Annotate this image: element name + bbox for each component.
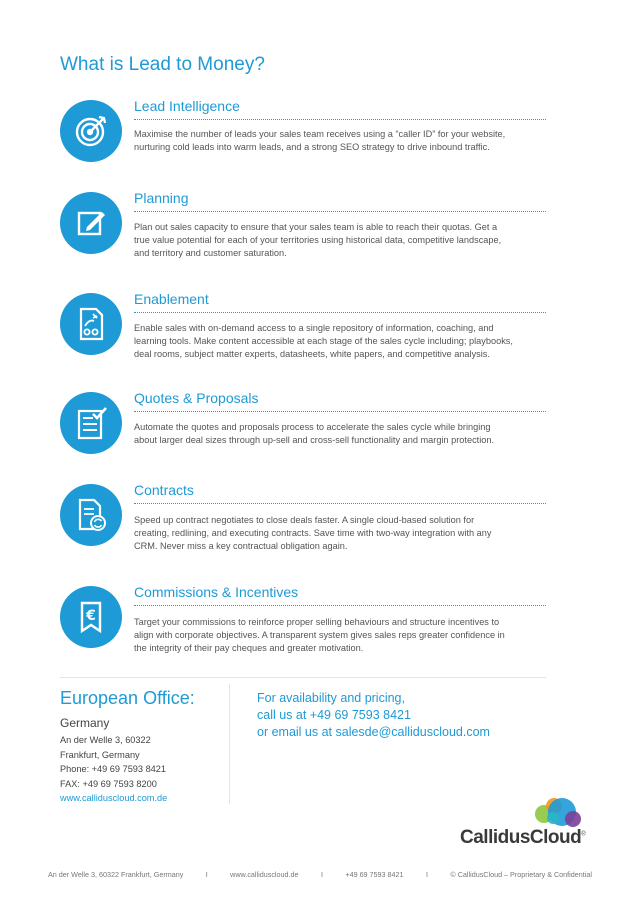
euro-bookmark-icon — [60, 586, 122, 648]
section-body-line: Plan out sales capacity to ensure that your sales team is able to reach their quotas. Get a — [134, 222, 498, 232]
section-rule — [134, 503, 546, 504]
office-title: European Office: — [60, 688, 195, 708]
section-rule — [134, 605, 546, 606]
section-body — [134, 322, 548, 361]
section-title: Commissions & Incentives — [134, 584, 299, 600]
section-body — [134, 616, 548, 655]
playbook-document-icon — [60, 293, 122, 355]
footer-copyright: © CallidusCloud – Proprietary & Confidential — [450, 870, 592, 879]
office-phone: Phone: +49 69 7593 8421 — [60, 764, 167, 774]
section-title: Contracts — [134, 482, 194, 498]
svg-text:€: € — [86, 608, 96, 624]
footer-separator: I — [320, 870, 323, 879]
address-line: An der Welle 3, 60322 — [60, 735, 151, 745]
registered-mark: ® — [581, 831, 586, 838]
section-body-line: Target your commissions to reinforce proper selling behaviours and structure incentives to — [134, 617, 500, 627]
section-body-line: the integrity of their pay cheques and greater motivation. — [134, 643, 364, 653]
address-line: Frankfurt, Germany — [60, 749, 140, 760]
section-rule — [134, 312, 546, 313]
page-title: What is Lead to Money? — [60, 54, 265, 75]
contact-block — [257, 690, 490, 741]
logo-wordmark — [460, 827, 585, 849]
section-body — [134, 421, 548, 447]
checklist-document-icon — [60, 392, 122, 454]
footer — [48, 870, 592, 879]
horizontal-divider — [60, 677, 546, 678]
section-body — [134, 514, 548, 553]
section-body-line: learning tools. Make content accessible at each stage of the sales cycle including; playbooks, — [134, 336, 513, 346]
office-address — [60, 733, 167, 806]
office-fax: FAX: +49 69 7593 8200 — [60, 778, 157, 789]
section-title: Lead Intelligence — [134, 98, 240, 114]
section-body-line: CRM. Never miss a key contractual obligation again. — [134, 541, 348, 551]
section-body-line: Maximise the number of leads your sales team receives using a “caller ID” for your website, — [134, 129, 506, 139]
section-body-line: Automate the quotes and proposals process to accelerate the sales cycle while bringing — [134, 422, 491, 432]
section-body-line: creating, redlining, and executing contracts. Save time with two-way integration with any — [134, 528, 492, 538]
section-body-line: and territory and customer saturation. — [134, 248, 287, 258]
contact-line: call us at +49 69 7593 8421 — [257, 708, 411, 722]
footer-address: An der Welle 3, 60322 Frankfurt, Germany — [48, 870, 184, 879]
section-title: Enablement — [134, 291, 209, 307]
section-title: Quotes & Proposals — [134, 390, 259, 406]
footer-separator: I — [205, 870, 208, 879]
contact-email-line[interactable]: or email us at salesde@calliduscloud.com — [257, 725, 490, 739]
footer-website-link[interactable]: www.calliduscloud.de — [230, 870, 299, 879]
footer-phone: +49 69 7593 8421 — [345, 870, 404, 879]
section-body-line: about larger deal sizes through up-sell and cross-sell functionality and margin protection. — [134, 435, 495, 445]
section-body-line: nurturing cold leads into warm leads, and a strong SEO strategy to drive inbound traffic. — [134, 142, 490, 152]
office-website-link[interactable]: www.calliduscloud.com.de — [60, 793, 168, 803]
section-body-line: Enable sales with on-demand access to a single repository of information, coaching, and — [134, 323, 494, 333]
section-body-line: align with corporate objectives. A transparent system gives sales reps greater confidence in — [134, 630, 505, 640]
section-title: Planning — [134, 190, 189, 206]
vertical-divider — [229, 684, 230, 804]
office-country: Germany — [60, 716, 110, 730]
logo-text: CallidusCloud — [460, 827, 582, 848]
section-body — [134, 128, 548, 154]
section-body-line: Speed up contract negotiates to close deals faster. A single cloud-based solution for — [134, 515, 475, 525]
footer-separator: I — [425, 870, 428, 879]
section-rule — [134, 411, 546, 412]
section-body — [134, 221, 548, 260]
section-body-line: deal rooms, subject matter experts, datasheets, white papers, and competitive analysis. — [134, 349, 490, 359]
pencil-edit-icon — [60, 192, 122, 254]
section-body-line: true value potential for each of your territories using historical data, competitive landscape, — [134, 235, 502, 245]
section-rule — [134, 211, 546, 212]
target-icon — [60, 100, 122, 162]
contract-sync-icon — [60, 484, 122, 546]
section-rule — [134, 119, 546, 120]
contact-line: For availability and pricing, — [257, 691, 405, 705]
